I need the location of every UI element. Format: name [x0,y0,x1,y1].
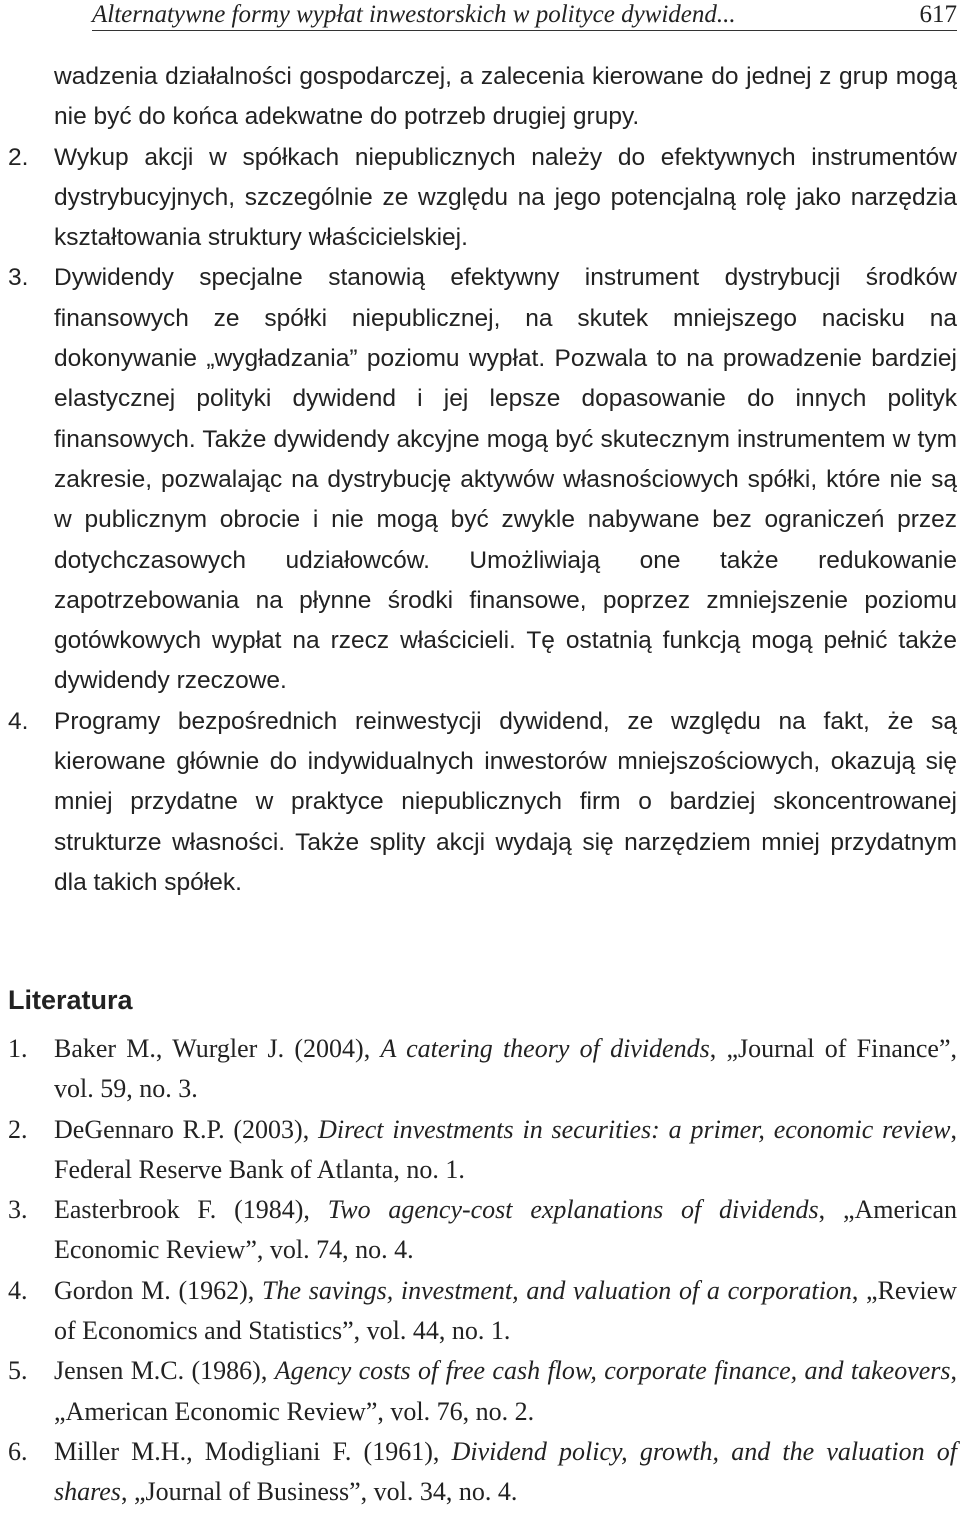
reference-authors: Jensen M.C. (1986), [54,1356,275,1386]
reference-number: 4. [8,1275,28,1305]
reference-title: The savings, investment, and valuation of a corporation [262,1275,852,1305]
conclusion-item-4 [0,702,957,903]
running-header [92,0,957,31]
reference-authors: DeGennaro R.P. (2003), [54,1114,319,1144]
reference-source: , „Journal of Business”, vol. 34, no. 4. [120,1477,518,1507]
conclusion-item-2 [0,138,957,259]
item-text: Dywidendy specjalne stanowią efektywny instrument dystrybucji środków finansowych ze spółki niepublicznej, na skutek mniejszego nacisku na dokonywanie „wygładzania” poziomu wypłat. Pozwala to na prowadzenie bardziej elastycznej polityki dywidend i jej lepsze dopasowanie do innych polityk finansowych. Także dywidendy akcyjne mogą być skutecznym instrumentem w tym zakresie, pozwalając na dystrybucję aktywów własnościowych spółki, które nie są w publicznym obrocie i nie mogą być zwykle nabywane bez ograniczeń przez dotychczasowych udziałowców. Umożliwiają one także redukowanie zapotrzebowania na płynne środki finansowe, poprzez zmniejszenie poziomu gotówkowych wypłat na rzecz właścicieli. Tę ostatnią funkcją mogą pełnić także dywidendy rzeczowe. [54,264,957,695]
item-number: 3. [8,264,29,292]
reference-authors: Miller M.H., Modigliani F. (1961), [54,1436,452,1466]
item-text: wadzenia działalności gospodarczej, a zalecenia kierowane do jednej z grup mogą nie być do końca adekwatne do potrzeb drugiej grupy. [54,63,957,131]
reference-title: Direct investments in securities: a primer, economic review [318,1114,951,1144]
reference-source: , „American Economic Review”, vol. 76, no. 2. [54,1356,958,1426]
item-text: Wykup akcji w spółkach niepublicznych należy do efektywnych instrumentów dystrybucyjnych, szczególnie ze względu na jego potencjalną rolę jako narzędzia kształtowania struktury właścicielskiej. [54,143,957,252]
reference-item-2 [0,1110,957,1191]
reference-item-3 [0,1190,957,1271]
reference-source: , „American Economic Review”, vol. 74, no. 4. [54,1195,957,1265]
reference-title: A catering theory of dividends [380,1034,710,1063]
reference-item-1 [0,1029,957,1110]
reference-source: , „Journal of Finance”, vol. 59, no. 3. [54,1034,957,1104]
reference-title: Agency costs of free cash flow, corporate finance, and takeovers [274,1356,951,1386]
reference-authors: Baker M., Wurgler J. (2004), [54,1034,381,1063]
reference-number: 6. [8,1436,28,1466]
reference-authors: Easterbrook F. (1984), [54,1195,328,1225]
reference-list [0,1029,957,1513]
reference-title: Two agency-cost explanations of dividends [327,1195,819,1225]
reference-source: , Federal Reserve Bank of Atlanta, no. 1. [54,1114,957,1184]
running-title: Alternatywne formy wypłat inwestorskich w polityce dywidend... [92,1,736,28]
reference-item-6 [0,1432,957,1513]
reference-title: Dividend policy, growth, and the valuation of shares [54,1436,957,1507]
conclusions-list [0,57,957,903]
reference-number: 3. [8,1195,28,1225]
reference-item-5 [0,1351,957,1432]
page-number: 617 [919,1,957,28]
literature-heading: Literatura [8,985,133,1015]
item-number: 4. [8,707,29,735]
item-text: Programy bezpośrednich reinwestycji dywidend, ze względu na fakt, że są kierowane głównie do indywidualnych inwestorów mniejszościowych, okazują się mniej przydatne w praktyce niepublicznych firm o bardziej skoncentrowanej strukturze własności. Także splity akcji wydają się narzędziem mniej przydatnym dla takich spółek. [54,707,957,896]
reference-source: , „Review of Economics and Statistics”, vol. 44, no. 1. [54,1275,958,1346]
conclusion-item-1-continued [0,57,957,138]
reference-number: 2. [8,1114,28,1144]
reference-number: 5. [8,1356,28,1386]
item-number: 2. [8,143,29,171]
reference-number: 1. [8,1034,28,1063]
conclusion-item-3 [0,258,957,701]
reference-authors: Gordon M. (1962), [54,1275,262,1305]
reference-item-4 [0,1271,957,1352]
